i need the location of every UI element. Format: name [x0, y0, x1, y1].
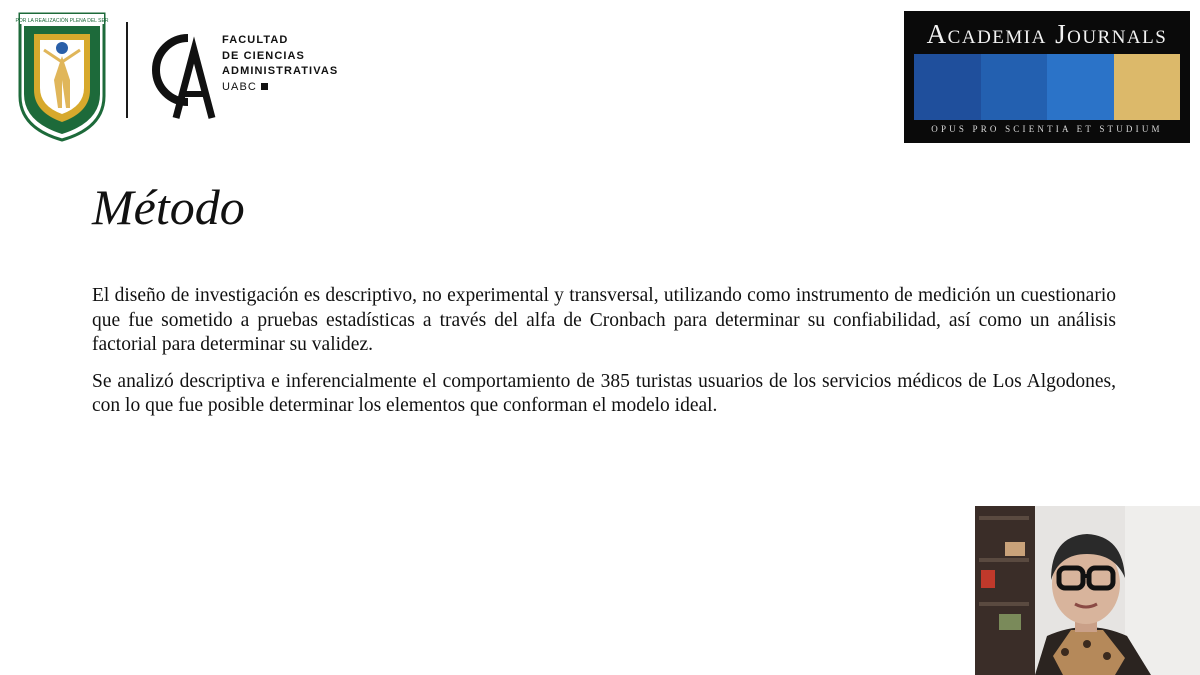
webcam-presenter-video: [975, 506, 1200, 675]
academia-band: [981, 54, 1048, 120]
header-divider: [126, 22, 128, 118]
square-icon: [261, 83, 268, 90]
academia-band: [914, 54, 981, 120]
academia-band: [1114, 54, 1181, 120]
academia-motto: OPUS PRO SCIENTIA ET STUDIUM: [931, 124, 1163, 134]
academia-brand: Academia Journals: [926, 19, 1168, 49]
faculty-abbrev: [222, 80, 338, 96]
faculty-line-3: ADMINISTRATIVAS: [222, 65, 339, 77]
svg-text:POR LA REALIZACIÓN PLENA DEL S: POR LA REALIZACIÓN PLENA DEL SER: [15, 18, 109, 24]
slide-title: Método: [92, 179, 245, 235]
faculty-name: [222, 33, 338, 95]
body-paragraph: Se analizó descriptiva e inferencialmente el comportamiento de 385 turistas usuarios de los servicios médicos de Los Algodones, con lo que fue posible determinar los elementos que conforman el modelo ideal.: [92, 370, 1116, 416]
uabc-seal-logo: [14, 10, 110, 142]
academia-color-bands: [914, 54, 1180, 120]
body-paragraph: El diseño de investigación es descriptivo, no experimental y transversal, utilizando como instrumento de medición un cuestionario que fue sometido a pruebas estadísticas a través del alfa de Cronbach para determinar su confiabilidad, así como un análisis factorial para determinar su validez.: [92, 285, 1116, 355]
academia-journals-logo: [904, 11, 1190, 143]
faculty-ca-monogram: [148, 30, 218, 122]
academia-band: [1047, 54, 1114, 120]
slide-body: [92, 284, 1116, 431]
faculty-line-1: FACULTAD: [222, 34, 289, 46]
faculty-line-2: DE CIENCIAS: [222, 49, 305, 62]
faculty-abbrev-text: UABC: [222, 80, 257, 93]
